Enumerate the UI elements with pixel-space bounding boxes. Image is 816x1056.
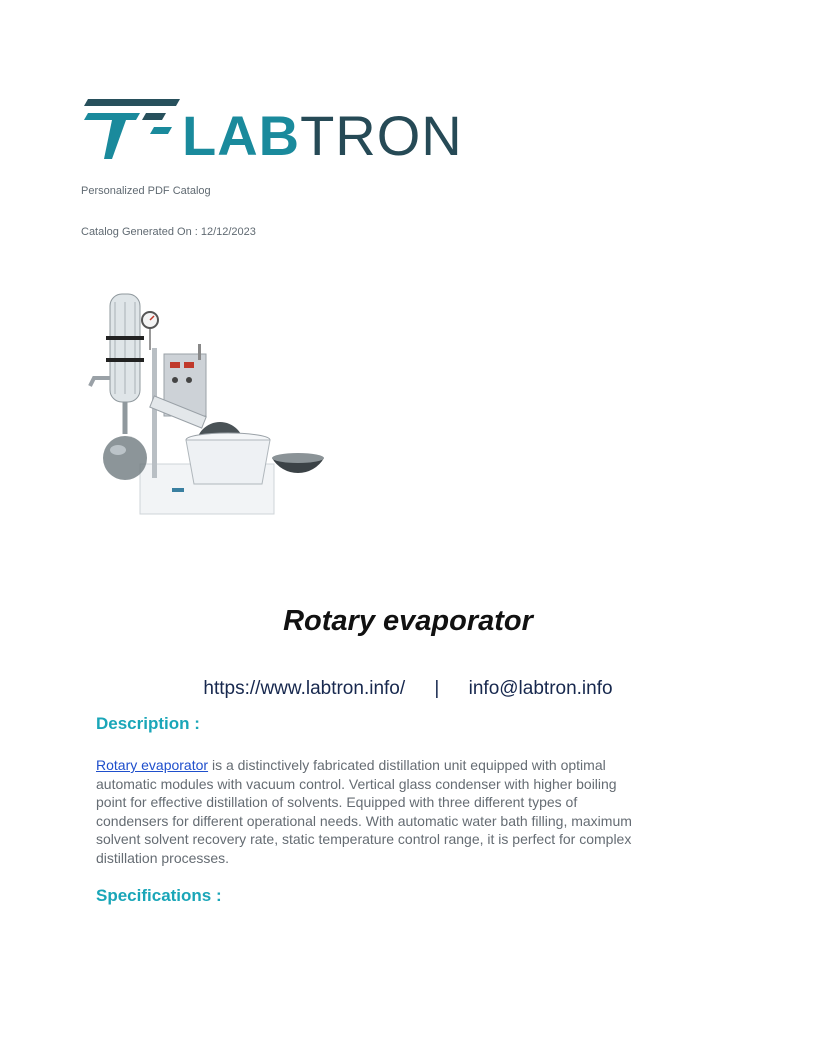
description-text: is a distinctively fabricated distillation unit equipped with optimal automatic modules with vacuum control. Vertical glass condenser with higher boiling point for effective distillation of solvents. Equipped with three different types of condensers for different operational needs. With automatic water bath filling, maximum solvent solvent recovery rate, static temperature control range, it is perfect for complex distillation processes. [96,757,632,866]
description-heading: Description : [96,714,200,733]
catalog-generated-date: Catalog Generated On : 12/12/2023 [81,226,256,238]
contact-separator: | [434,678,440,699]
catalog-label: Personalized PDF Catalog [81,185,211,197]
product-title: Rotary evaporator [283,605,533,637]
contact-line [0,678,816,700]
brand-tron: TRON [300,104,463,167]
brand-lab: LAB [182,104,301,167]
product-link[interactable]: Rotary evaporator [96,757,209,773]
specifications-heading: Specifications : [96,886,222,905]
rotary-evaporator-photo [80,288,330,516]
brand-name [182,104,463,168]
labtron-logo-icon [82,97,182,161]
description-paragraph [96,756,636,868]
email-link[interactable]: info@labtron.info [468,678,613,699]
website-link[interactable]: https://www.labtron.info/ [203,678,406,699]
